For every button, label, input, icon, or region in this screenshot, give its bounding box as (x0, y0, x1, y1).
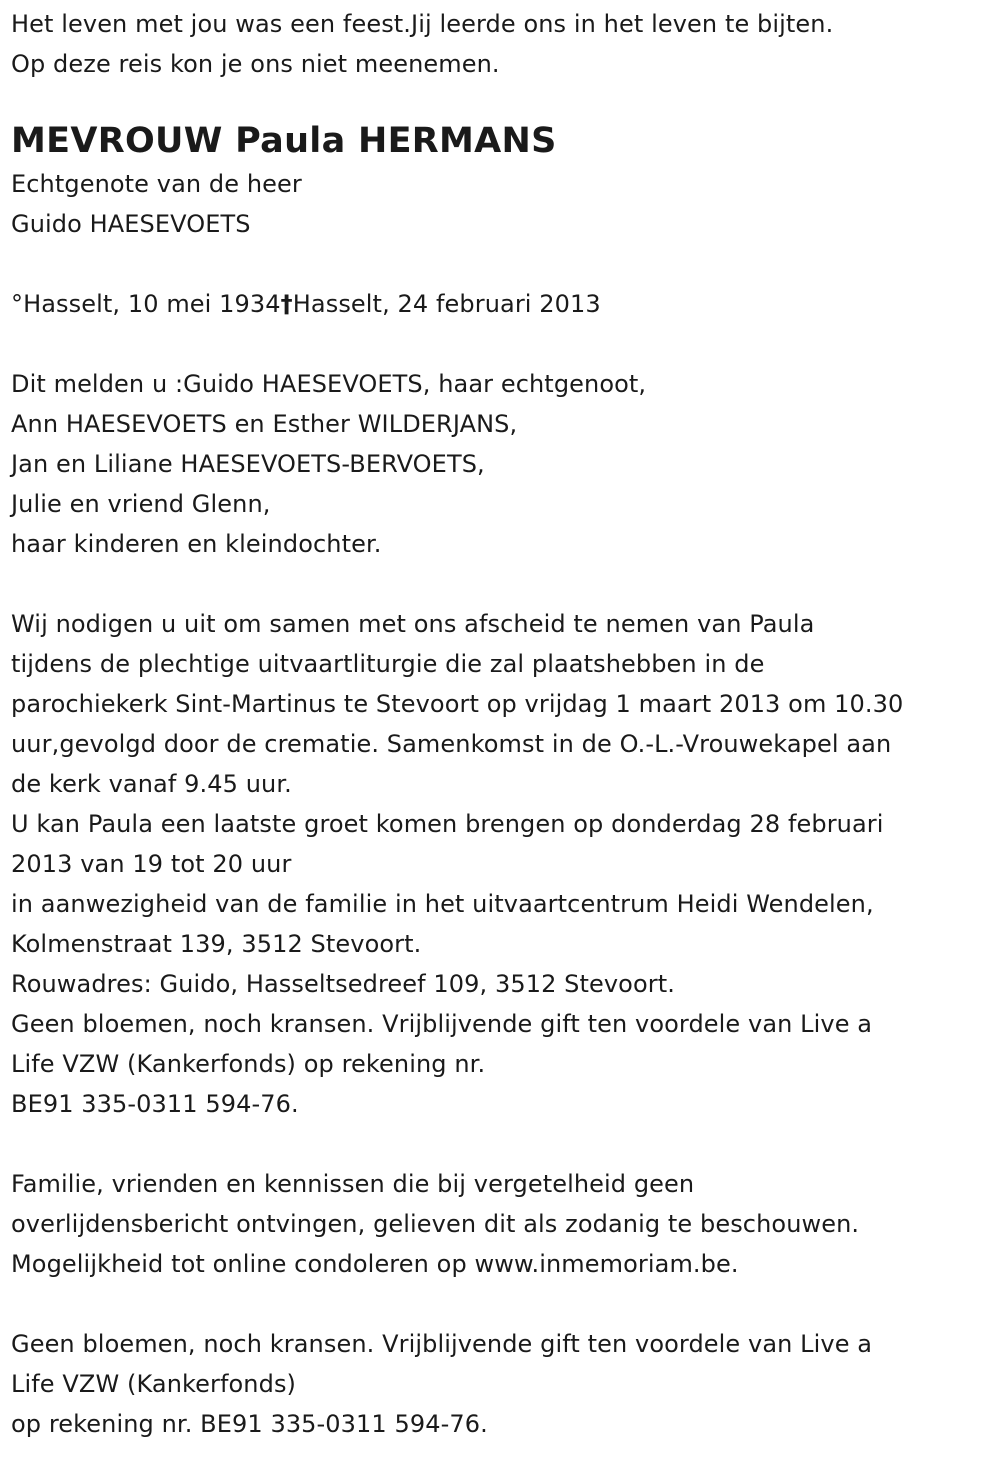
spacer (11, 564, 996, 604)
spacer (11, 244, 996, 284)
notice-line: overlijdensbericht ontvingen, gelieven dit als zodanig te beschouwen. (11, 1210, 860, 1238)
ceremony-line: parochiekerk Sint-Martinus te Stevoort op vrijdag 1 maart 2013 om 10.30 (11, 690, 904, 718)
cross-icon: † (280, 290, 293, 318)
notice (11, 1164, 996, 1284)
announcers (11, 364, 996, 564)
motto (11, 4, 996, 84)
birth-date: °Hasselt, 10 mei 1934 (11, 290, 281, 318)
relation-line: Guido HAESEVOETS (11, 210, 251, 238)
obituary-notice (11, 4, 996, 1444)
ceremony-line: Geen bloemen, noch kransen. Vrijblijvende gift ten voordele van Live a (11, 1010, 873, 1038)
notice-line: Familie, vrienden en kennissen die bij vergetelheid geen (11, 1170, 695, 1198)
ceremony-line: uur,gevolgd door de crematie. Samenkomst in de O.-L.-Vrouwekapel aan (11, 730, 892, 758)
announcer-line: Ann HAESEVOETS en Esther WILDERJANS, (11, 410, 518, 438)
ceremony-line: de kerk vanaf 9.45 uur. (11, 770, 292, 798)
relation-line: Echtgenote van de heer (11, 170, 302, 198)
ceremony-line: Rouwadres: Guido, Hasseltsedreef 109, 3512 Stevoort. (11, 970, 675, 998)
spacer (11, 1284, 996, 1324)
life-dates (11, 284, 996, 324)
announcer-line: Jan en Liliane HAESEVOETS-BERVOETS, (11, 450, 485, 478)
donation-line: Geen bloemen, noch kransen. Vrijblijvende gift ten voordele van Live a (11, 1330, 873, 1358)
announcer-line: Julie en vriend Glenn, (11, 490, 271, 518)
ceremony-line: tijdens de plechtige uitvaartliturgie die zal plaatshebben in de (11, 650, 765, 678)
ceremony-line: in aanwezigheid van de familie in het uitvaartcentrum Heidi Wendelen, (11, 890, 874, 918)
ceremony-line: Wij nodigen u uit om samen met ons afscheid te nemen van Paula (11, 610, 815, 638)
ceremony-line: 2013 van 19 tot 20 uur (11, 850, 292, 878)
motto-line: Het leven met jou was een feest.Jij leerde ons in het leven te bijten. (11, 10, 834, 38)
ceremony-line: BE91 335-0311 594-76. (11, 1090, 299, 1118)
ceremony-line: Life VZW (Kankerfonds) op rekening nr. (11, 1050, 486, 1078)
ceremony-line: Kolmenstraat 139, 3512 Stevoort. (11, 930, 422, 958)
notice-line: Mogelijkheid tot online condoleren op www.inmemoriam.be. (11, 1250, 739, 1278)
deceased-name: MEVROUW Paula HERMANS (11, 121, 557, 161)
announcer-line: haar kinderen en kleindochter. (11, 530, 382, 558)
motto-line: Op deze reis kon je ons niet meenemen. (11, 50, 500, 78)
donation-line: Life VZW (Kankerfonds) (11, 1370, 297, 1398)
death-date: Hasselt, 24 februari 2013 (292, 290, 601, 318)
spacer (11, 1124, 996, 1164)
announcer-line: Dit melden u :Guido HAESEVOETS, haar echtgenoot, (11, 370, 647, 398)
ceremony-details (11, 604, 996, 1124)
donation-line: op rekening nr. BE91 335-0311 594-76. (11, 1410, 488, 1438)
ceremony-line: U kan Paula een laatste groet komen brengen op donderdag 28 februari (11, 810, 884, 838)
relation (11, 164, 996, 244)
donation (11, 1324, 996, 1444)
spacer (11, 324, 996, 364)
